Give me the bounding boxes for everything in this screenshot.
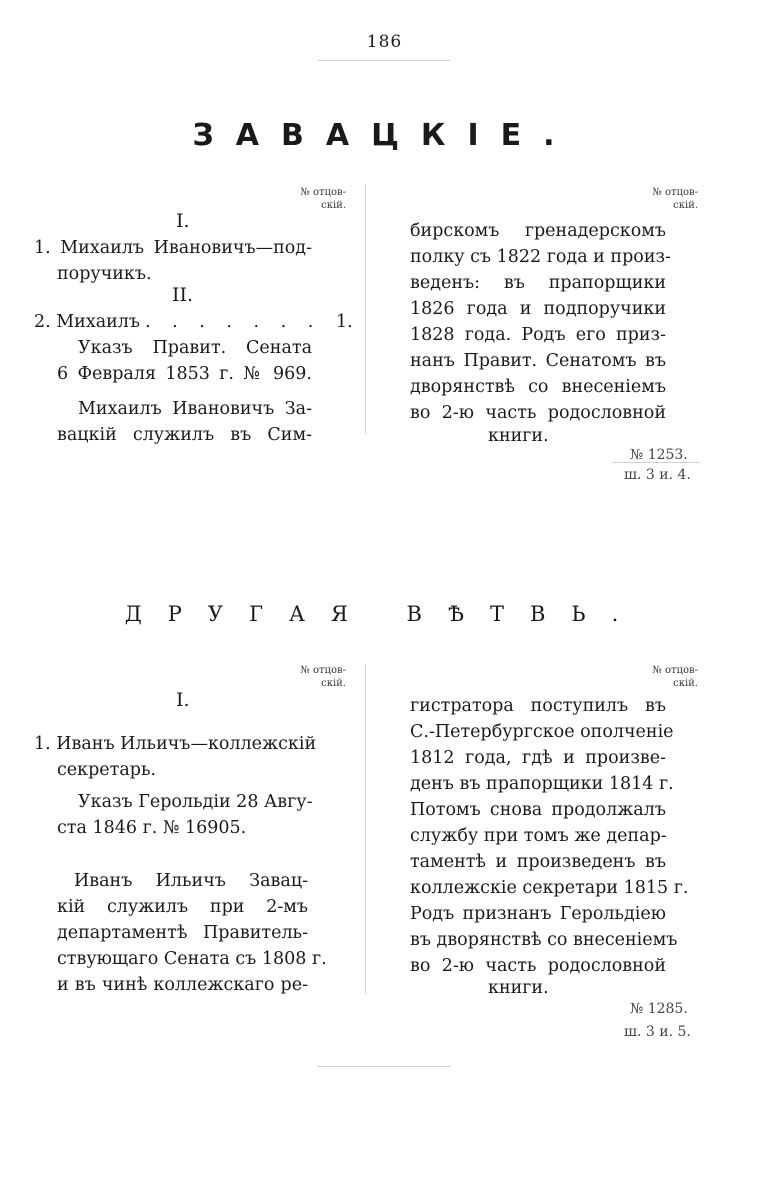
right-column-label xyxy=(642,186,698,212)
father-number: 1. xyxy=(336,312,353,332)
paragraph-line: коллежскіе секретари 1815 г. xyxy=(410,878,689,898)
record-number: № 1285. xyxy=(630,1001,688,1017)
section-title-other-branch: ДРУГАЯ ВѢТВЬ. xyxy=(124,602,645,626)
paragraph-line: денъ въ прапорщики 1814 г. xyxy=(410,774,674,794)
paragraph-line: С.-Петербургское ополченіе xyxy=(410,722,674,742)
paragraph-line: вацкій служилъ въ Сим- xyxy=(57,425,312,445)
entry-line: Указъ Правит. Сената xyxy=(78,338,312,358)
label-text: скій. xyxy=(673,200,698,211)
roman-numeral-i: I. xyxy=(176,210,190,232)
label-text: № отцов- xyxy=(300,665,346,676)
label-text: № отцов- xyxy=(652,665,698,676)
entry-line: 1. Иванъ Ильичъ—коллежскій xyxy=(34,734,317,754)
column-divider xyxy=(365,184,366,434)
paragraph-line: департаментѣ Правитель- xyxy=(57,923,308,943)
paragraph-line: Михаилъ Ивановичъ За- xyxy=(78,399,312,419)
left-column-label xyxy=(290,664,346,690)
entry-line: Указъ Герольдіи 28 Авгу- xyxy=(78,792,313,812)
paragraph-line: во 2-ю часть родословной xyxy=(410,403,666,423)
label-text: скій. xyxy=(321,678,346,689)
paragraph-line: Родъ признанъ Герольдіею xyxy=(410,904,666,924)
paragraph-line: гистратора поступилъ въ xyxy=(410,696,666,716)
leader-dots: . . . . . . . xyxy=(145,312,322,332)
paragraph-line: во 2-ю часть родословной xyxy=(410,956,666,976)
label-text: скій. xyxy=(321,200,346,211)
record-number: № 1253. xyxy=(630,447,688,463)
shelf-reference: ш. 3 и. 5. xyxy=(624,1024,691,1040)
paragraph-line: бирскомъ гренадерскомъ xyxy=(410,221,666,241)
paragraph-line: 1812 года, гдѣ и произве- xyxy=(410,748,666,768)
paragraph-line: кій служилъ при 2-мъ xyxy=(57,897,308,917)
entry-line: 6 Февраля 1853 г. № 969. xyxy=(57,364,312,384)
label-text: скій. xyxy=(673,678,698,689)
section-title-zavatskie: ЗАВАЦКІЕ. xyxy=(192,118,577,153)
header-rule xyxy=(318,60,450,61)
entry-line: 1. Михаилъ Ивановичъ—под- xyxy=(34,238,312,258)
shelf-reference: ш. 3 и. 4. xyxy=(624,467,691,483)
paragraph-line: 1828 года. Родъ его приз- xyxy=(410,325,666,345)
right-column-label xyxy=(642,664,698,690)
roman-numeral-ii: II. xyxy=(172,284,194,306)
paragraph-line: ствующаго Сената съ 1808 г. xyxy=(57,949,327,969)
paragraph-line: въ дворянствѣ со внесеніемъ xyxy=(410,930,678,950)
paragraph-line: и въ чинѣ коллежскаго ре- xyxy=(57,975,308,995)
label-text: № отцов- xyxy=(652,187,698,198)
roman-numeral-i: I. xyxy=(176,689,190,711)
paragraph-line: нанъ Правит. Сенатомъ въ xyxy=(410,351,666,371)
entry-line: ста 1846 г. № 16905. xyxy=(57,818,247,838)
paragraph-line: таментѣ и произведенъ въ xyxy=(410,852,666,872)
left-column-label xyxy=(290,186,346,212)
paragraph-line: Иванъ Ильичъ Завац- xyxy=(74,871,308,891)
entry-line: 2. Михаилъ xyxy=(34,312,141,332)
entry-line: секретарь. xyxy=(57,760,157,780)
paragraph-line: Потомъ снова продолжалъ xyxy=(410,800,666,820)
paragraph-line: книги. xyxy=(488,978,549,998)
paragraph-line: книги. xyxy=(488,426,549,446)
paragraph-line: службу при томъ же депар- xyxy=(410,826,667,846)
closing-rule xyxy=(318,1066,450,1067)
entry-line: поручикъ. xyxy=(57,264,152,284)
paragraph-line: дворянствѣ со внесеніемъ xyxy=(410,377,666,397)
label-text: № отцов- xyxy=(300,187,346,198)
paragraph-line: веденъ: въ прапорщики xyxy=(410,273,666,293)
page-number: 186 xyxy=(366,32,403,52)
paragraph-line: 1826 года и подпоручики xyxy=(410,299,666,319)
column-divider xyxy=(365,664,366,994)
paragraph-line: полку съ 1822 года и произ- xyxy=(410,247,671,267)
